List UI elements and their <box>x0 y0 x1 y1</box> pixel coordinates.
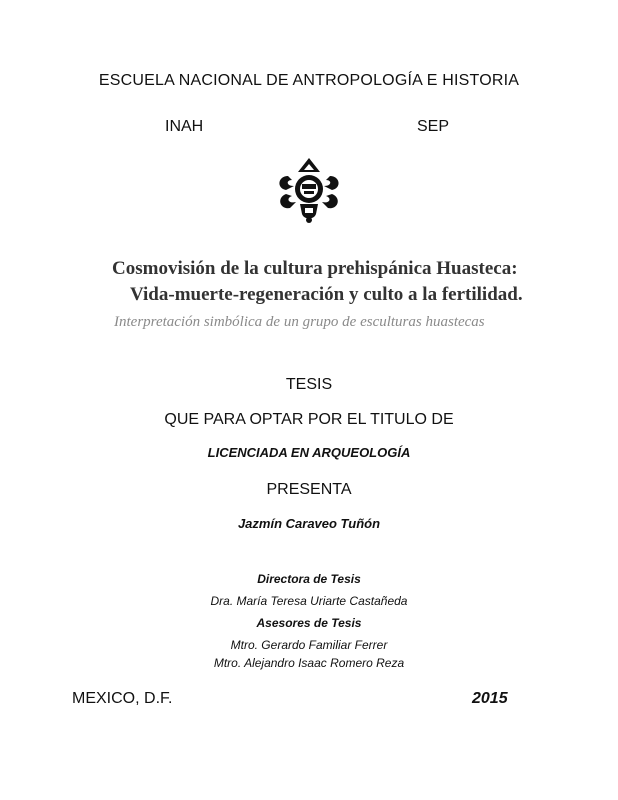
degree-purpose: QUE PARA OPTAR POR EL TITULO DE <box>164 411 454 428</box>
thesis-title-line-2: Vida-muerte-regeneración y culto a la fertilidad. <box>130 284 523 305</box>
director-name: Dra. María Teresa Uriarte Castañeda <box>210 594 408 608</box>
institution-name: ESCUELA NACIONAL DE ANTROPOLOGÍA E HISTORIA <box>98 72 520 89</box>
advisor-name: Mtro. Alejandro Isaac Romero Reza <box>213 656 405 670</box>
inah-label: INAH <box>165 118 204 135</box>
place-label: MEXICO, D.F. <box>72 690 173 707</box>
thesis-title-line-1: Cosmovisión de la cultura prehispánica Huasteca: <box>112 258 518 279</box>
advisor-name: Mtro. Gerardo Familiar Ferrer <box>230 638 388 652</box>
director-label: Directora de Tesis <box>257 572 361 586</box>
thesis-subtitle: Interpretación simbólica de un grupo de esculturas huastecas <box>114 314 485 330</box>
author-name: Jazmín Caraveo Tuñón <box>237 516 381 531</box>
presenta-label: PRESENTA <box>266 481 352 498</box>
degree-name: LICENCIADA EN ARQUEOLOGÍA <box>207 445 411 460</box>
year-label: 2015 <box>472 690 508 707</box>
document-type: TESIS <box>285 376 333 393</box>
stylized-mesoamerican-emblem-icon <box>274 158 344 224</box>
advisors-label: Asesores de Tesis <box>256 616 362 630</box>
sep-label: SEP <box>417 118 450 135</box>
